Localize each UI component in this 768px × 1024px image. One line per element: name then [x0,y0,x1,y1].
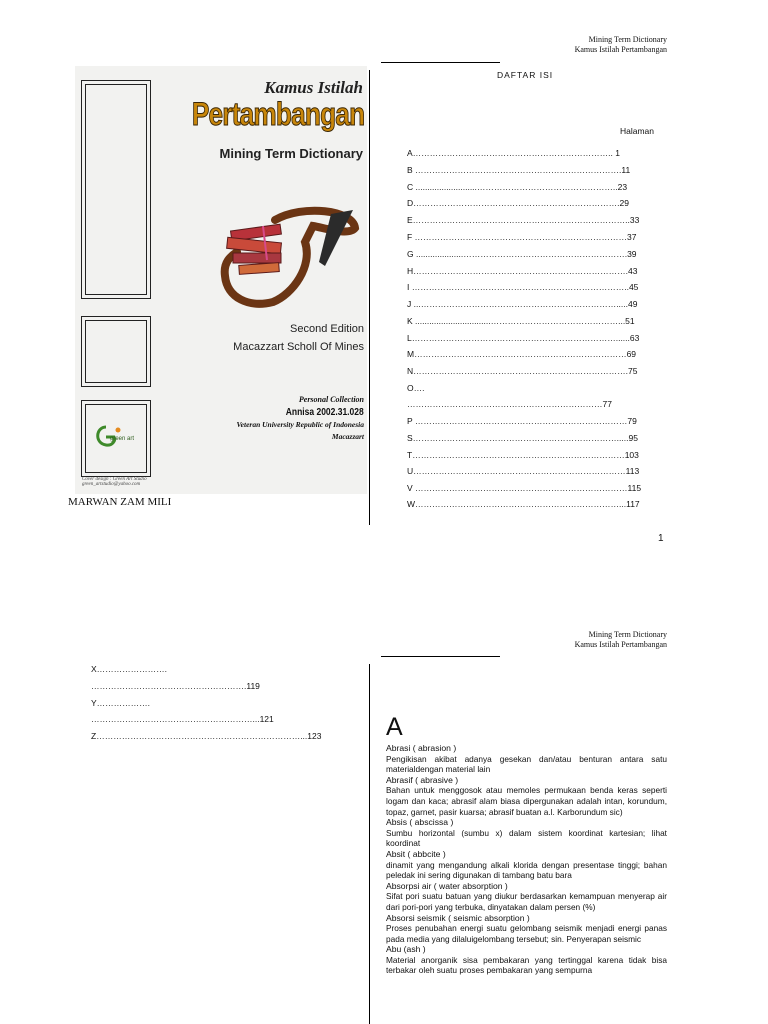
dictionary-entries [386,743,667,976]
entry-definition: Pengikisan akibat adanya gesekan dan/atau benturan antara satu materialdengan material lain [386,753,667,775]
cover-owner: Annisa 2002.31.028 [286,407,364,418]
entry-definition: Sifat pori suatu batuan yang diukur berdasarkan kemampuan menyerap air dari pori-pori yang terbuka, dinyatakan dalam persen (%) [386,891,667,912]
entry-term: Absorsi seismik ( seismic absorption ) [386,912,530,923]
running-header [460,35,667,55]
toc-row: U…………………………………………………………………113 [407,466,640,476]
toc-row: N………………………………………………………………….75 [407,366,638,376]
header-title-en-2: Mining Term Dictionary [588,630,667,639]
green-art-logo [92,421,138,451]
cover-edition: Second Edition [290,323,364,335]
logo-text: green art [110,436,135,442]
toc-row: P …………………………………………………………………79 [407,416,637,426]
toc-row: F …………………………………………………………………37 [407,232,637,242]
cover-collection: Personal Collection [298,395,364,404]
cover-frame-middle [81,316,151,387]
header-title-id-2: Kamus Istilah Pertambangan [574,640,667,649]
toc-row: Y………………. [91,698,151,708]
entry-definition: Proses penubahan energi suatu gelombang seismik menjadi energi panas pada media yang dilaluigelombang tersebut; sin. Penyerapan seismic [386,923,667,944]
cover-school: Macazzart Scholl Of Mines [233,341,364,353]
toc-row: V …………………………………………………………………115 [407,483,642,493]
header-title-id: Kamus Istilah Pertambangan [574,45,667,54]
entry-definition: dinamit yang mengandung alkali klorida dengan presentase tinggi; bahan peledak ini sering digunakan di tambang batu bara [386,859,667,881]
cover-city: Macazzart [331,432,364,441]
entry-term: Abrasif ( abrasive ) [386,774,459,785]
toc-row: H………………………………………………………………….43 [407,266,638,276]
author-name: MARWAN ZAM MILI [68,496,172,508]
toc-title: DAFTAR ISI [497,70,554,80]
page-number: 1 [658,533,664,544]
column-divider-2 [369,664,370,1024]
entry-definition: Bahan untuk menggosok atau memoles permukaan benda keras seperti logam dan kaca; abrasif alam biasa dipergunakan adalah intan, korundum, topaz, garnet, pasir kuarsa; abrasif buatan a.l. Karborundum sic) [386,785,667,817]
toc-row: …………………………………………………...121 [91,714,274,724]
cover-title-en: Mining Term Dictionary [219,146,363,161]
toc-row: T…………………………………………………………………103 [407,450,639,460]
cover-credit [82,477,147,487]
toc-row: J ...…………………………………………………………….....49 [407,299,638,309]
entry-term: Absorpsi air ( water absorption ) [386,880,508,891]
entry-definition: Material anorganik sisa pembakaran yang tertinggal karena tidak bisa terbakar oleh suatu proses pembakaran yang sempurna [386,954,667,976]
toc-halaman-label: Halaman [620,126,655,136]
section-letter: A [386,713,403,741]
column-divider [369,70,370,525]
toc-row: A…………………………………………………………….. 1 [407,148,620,158]
cover-credit-email: green_artstudio@yahoo.com [82,482,141,487]
toc-row: E…………………………………………………………………..33 [407,215,640,225]
running-header-2 [460,630,667,650]
header-rule-2 [381,656,500,657]
cover-title-script: Kamus Istilah [264,78,363,97]
entry-term: Abu (ash ) [386,944,426,955]
toc-row: S……………………………………………………………….....95 [407,433,638,443]
cover-credit-design: Cover design : Green Art Studio [82,477,147,482]
book-cover [75,66,367,494]
header-rule [381,62,500,63]
toc-row: W………………………………………………………………...117 [407,499,640,509]
entry-term: Absit ( abbcite ) [386,848,446,859]
cover-frame-bottom [81,400,151,477]
toc-row: D……………………………………………………………….29 [407,198,629,208]
toc-row: L………………………………………………………………......63 [407,333,640,343]
header-title-en: Mining Term Dictionary [588,35,667,44]
toc-row: B ……………………………………………………………….11 [407,165,631,175]
books-pickaxe-illustration [213,206,363,308]
entry-definition: Sumbu horizontal (sumbu x) dalam sistem koordinat kartesian; lihat koordinat [386,827,667,849]
entry-term: Abrasi ( abrasion ) [386,743,457,753]
toc-row: ……………………………………………….119 [91,681,260,691]
toc-row: O…. [407,383,425,393]
cover-university: Veteran University Republic of Indonesia [236,420,364,429]
toc-row: Z………………………………………………………………...123 [91,731,322,741]
toc-row: C ..........................…………………………………………..23 [407,182,628,192]
cover-frame-top [81,80,151,299]
toc-row: I …………………………………………………………………..45 [407,282,639,292]
cover-title-main: Pertambangan [191,96,364,132]
toc-row: M…………………………………………………………………69 [407,349,637,359]
toc-row: G ....................………………………………………………….39 [407,249,637,259]
entry-term: Absis ( abscissa ) [386,817,454,828]
toc-row: X……………………. [91,664,168,674]
toc-row: ……………………………………………………………77 [407,399,612,409]
toc-row: K ................................………………………………………...51 [407,316,635,326]
